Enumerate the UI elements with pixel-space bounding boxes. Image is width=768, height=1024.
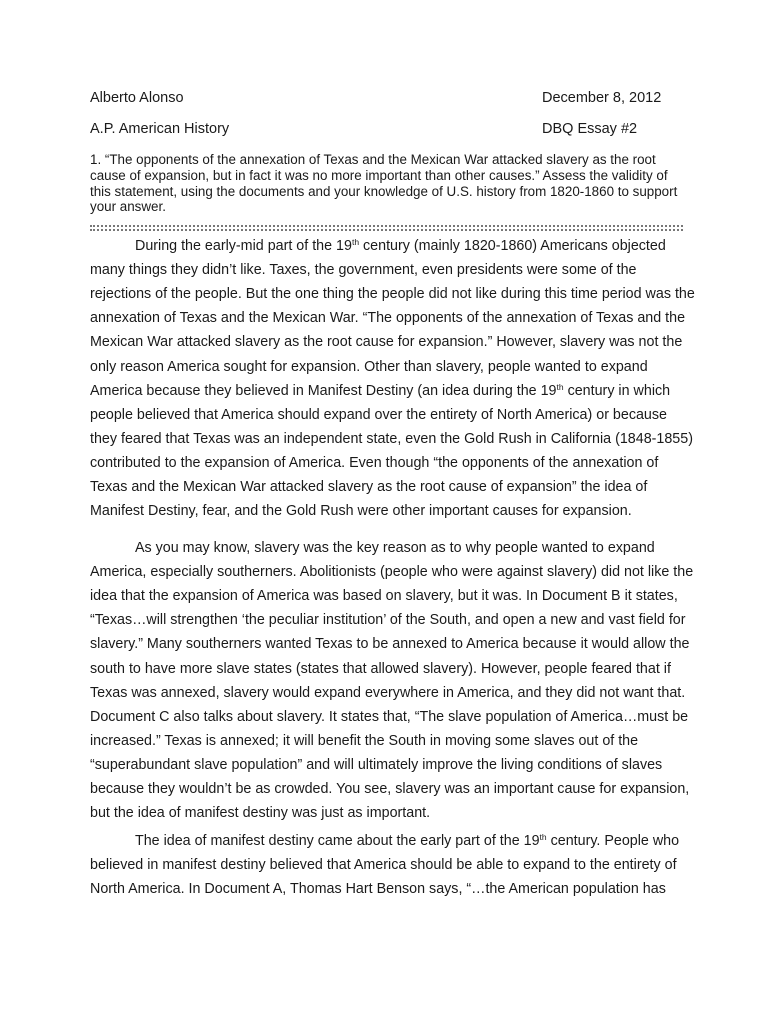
paragraph-line: [90, 757, 662, 773]
paragraph-line: [90, 407, 667, 423]
paragraph-line: [90, 334, 682, 350]
line-text: North America. In Document A, Thomas Hart Benson says, “…the American population has: [90, 881, 666, 898]
line-text: “superabundant slave population” and will ultimately improve the living conditions of slaves: [90, 756, 663, 773]
line-text: people believed that America should expand over the entirety of North America) or because: [90, 406, 667, 423]
line-text: As you may know, slavery was the key reason as to why people wanted to expand: [135, 540, 655, 556]
paragraph-line: [135, 833, 679, 849]
essay-prompt: 1. “The opponents of the annexation of Texas and the Mexican War attacked slavery as the root cause of expansion, but in fact it was no more important than other causes.” Assess the validity of this statement, using the documents and your knowledge of U.S. history from 1820-1860 to support your answer.: [90, 152, 678, 215]
paragraph-line: [90, 479, 647, 495]
paragraph-line: [90, 661, 671, 677]
line-text: century in which: [563, 382, 671, 399]
line-text: idea that the expansion of America was based on slavery, but it was. In Document B it states,: [90, 588, 678, 605]
line-text: rejections of the people. But the one thing the people did not like during this time period was the: [90, 286, 695, 303]
line-text: only reason America sought for expansion. Other than slavery, people wanted to expand: [90, 358, 648, 375]
line-text: “Texas…will strengthen ‘the peculiar institution’ of the South, and open a new and vast field for: [90, 612, 686, 629]
line-text: contributed to the expansion of America. Even though “the opponents of the annexation of: [90, 454, 659, 471]
paragraph-line: [90, 286, 695, 302]
paragraph-line: [90, 636, 689, 652]
line-text: they feared that Texas was an independent state, even the Gold Rush in California (1848-1855): [90, 430, 693, 447]
paragraph-line: [90, 781, 689, 797]
essay-date: December 8, 2012: [542, 90, 662, 106]
paragraph-line: [135, 238, 666, 254]
line-text: During the early-mid part of the 19: [135, 238, 352, 254]
paragraph-line: [90, 805, 430, 821]
paragraph-line: [90, 431, 693, 447]
paragraph-line: [135, 540, 655, 556]
dotted-divider: [90, 225, 683, 231]
line-text: slavery.” Many southerners wanted Texas to be annexed to America because it would allow the: [90, 636, 690, 653]
line-text: Texas was annexed, slavery would expand everywhere in America, and they did not want that.: [90, 684, 686, 701]
ordinal-superscript: th: [556, 381, 564, 392]
paragraph-line: [90, 709, 688, 725]
paragraph-line: [90, 262, 637, 278]
line-text: America, especially southerners. Abolitionists (people who were against slavery) did not like the: [90, 564, 694, 581]
line-text: America because they believed in Manifest Destiny (an idea during the 19: [90, 382, 557, 399]
line-text: because they wouldn’t be as crowded. You see, slavery was an important cause for expansion,: [90, 781, 690, 797]
line-text: annexation of Texas and the Mexican War. “The opponents of the annexation of Texas and the: [90, 310, 686, 327]
paragraph-line: [90, 359, 648, 375]
author-name: Alberto Alonso: [90, 90, 184, 106]
ordinal-superscript: th: [351, 237, 360, 247]
line-text: Texas and the Mexican War attacked slavery as the root cause of expansion” the idea of: [90, 479, 648, 495]
line-text: century (mainly 1820-1860) Americans objected: [359, 238, 666, 254]
paragraph-line: [90, 564, 693, 580]
assignment-title: DBQ Essay #2: [542, 121, 638, 137]
paragraph-line: [90, 455, 658, 471]
paragraph-line: [90, 733, 638, 749]
course-name: A.P. American History: [90, 121, 230, 137]
line-text: increased.” Texas is annexed; it will benefit the South in moving some slaves out of the: [90, 732, 639, 749]
line-text: but the idea of manifest destiny was just as important.: [90, 805, 431, 822]
paragraph-line: [90, 685, 685, 701]
paragraph-line: [90, 588, 678, 604]
paragraph-line: [90, 857, 677, 873]
line-text: The idea of manifest destiny came about the early part of the 19: [135, 833, 540, 849]
ordinal-superscript: th: [539, 832, 547, 842]
paragraph-line: [90, 881, 666, 897]
line-text: believed in manifest destiny believed that America should be able to expand to the entirety of: [90, 857, 677, 874]
line-text: many things they didn’t like. Taxes, the government, even presidents were some of the: [90, 262, 637, 279]
line-text: Document C also talks about slavery. It states that, “The slave population of America…must be: [90, 708, 689, 725]
paragraph-line: [90, 310, 685, 326]
paragraph-line: [90, 612, 686, 628]
line-text: south to have more slave states (states that allowed slavery). However, people feared that if: [90, 660, 671, 677]
line-text: Manifest Destiny, fear, and the Gold Rush were other important causes for expansion.: [90, 503, 632, 520]
line-text: Mexican War attacked slavery as the root cause for expansion.” However, slavery was not the: [90, 334, 683, 351]
line-text: century. People who: [546, 833, 680, 849]
paragraph-line: [90, 383, 670, 399]
paragraph-line: [90, 503, 632, 519]
